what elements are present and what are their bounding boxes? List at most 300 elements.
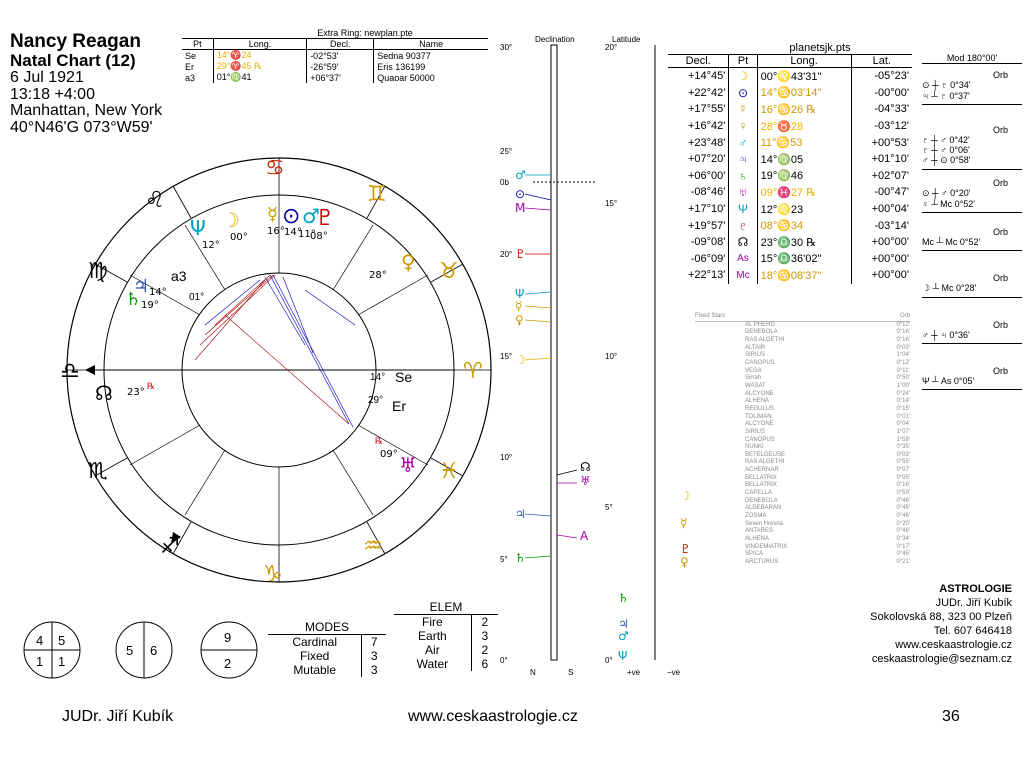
mode-label: Fixed xyxy=(299,649,330,663)
birth-date: 6 Jul 1921 xyxy=(10,68,84,86)
elem-value: 6 xyxy=(471,657,498,671)
fixed-stars-orbs xyxy=(896,322,910,567)
sign-icon: ♎ xyxy=(60,359,80,384)
cell-decl: +07°20' xyxy=(687,153,726,166)
fixed-star-name: BELLATRIX xyxy=(745,474,777,481)
orb-group xyxy=(922,273,1022,298)
planet-degree: 14° xyxy=(284,227,302,238)
uranus-icon: ♅ xyxy=(729,184,757,201)
fixed-star-name: RAS ALGETHI xyxy=(745,459,785,466)
planet-degree: 08° xyxy=(310,231,328,242)
uranus-icon: ♅ xyxy=(399,453,417,477)
extra-ring-panel xyxy=(182,28,488,83)
fixed-star-orb: 0°01' xyxy=(896,413,910,420)
aspect-line: ♂ ┼ ♃ 0°36' xyxy=(922,330,970,340)
fixed-star-orb: 0°45' xyxy=(896,505,910,512)
mercury-icon: ☿ xyxy=(680,516,688,530)
eris-degree: 29° xyxy=(368,395,384,406)
elem-value: 2 xyxy=(471,615,498,630)
fixed-stars-panel xyxy=(695,313,910,567)
neptune-icon: Ψ xyxy=(729,201,757,218)
elem-panel xyxy=(394,600,498,671)
aspect-lines-blue xyxy=(205,275,355,427)
fixed-star-orb: 0°03' xyxy=(896,451,910,458)
fixed-stars-names xyxy=(745,322,787,567)
orb-label: Orb xyxy=(992,227,1008,237)
table-row xyxy=(668,267,912,284)
fixed-stars-title: Fixed Stars xyxy=(695,313,726,319)
sign-icon: ♐ xyxy=(160,534,180,559)
orb-group xyxy=(922,227,1022,251)
fixed-star-orb: 0°46' xyxy=(896,528,910,535)
aspect-line: ♇ ┼ ♂ 0°06' xyxy=(922,145,970,155)
table-row xyxy=(668,151,912,168)
fixed-star-orb: 0°04' xyxy=(896,421,910,428)
cell-lat: +02°07' xyxy=(851,168,912,185)
fixed-star-orb: 1°58' xyxy=(896,436,910,443)
cell-long: 00°♌43'31" xyxy=(757,68,851,85)
cell-decl: -06°09' xyxy=(690,252,726,265)
table-row xyxy=(182,61,488,72)
elem-table xyxy=(394,614,498,671)
neptune-icon: Ψ xyxy=(618,649,628,663)
fixed-star-name: RAS ALGETHI xyxy=(745,336,785,343)
venus-icon: ♀ xyxy=(515,313,524,327)
modes-panel xyxy=(268,620,386,677)
venus-icon: ♀ xyxy=(401,250,416,274)
fixed-star-name: REGULUS xyxy=(745,405,775,412)
footer-site[interactable]: www.ceskaastrologie.cz xyxy=(408,708,578,725)
circle-value: 5 xyxy=(58,633,66,648)
cell-long: 14°♈24 xyxy=(213,50,306,62)
cell-long: 16°♋26 ℞ xyxy=(757,101,851,118)
elem-label: Fire xyxy=(422,615,443,629)
fixed-star-name: ALDEBARAN xyxy=(745,505,782,512)
sun-icon: ⊙ xyxy=(515,187,526,201)
fixed-star-orb: 0°24' xyxy=(896,390,910,397)
fixed-star-orb: 0°12' xyxy=(896,359,910,366)
extra-ring-title: Extra Ring: newplan.pte xyxy=(317,28,413,38)
cell-long: 28°♉28 xyxy=(757,118,851,135)
fixed-star-name: SIRIUS xyxy=(745,352,766,359)
sedna-label: Se xyxy=(395,369,413,385)
modes-title: MODES xyxy=(304,620,349,634)
moon-icon: ☽ xyxy=(222,208,240,232)
orb-group xyxy=(922,70,1022,105)
fixed-star-name: TOLIMAN xyxy=(745,413,772,420)
tick-label: 20° xyxy=(605,43,618,52)
table-row xyxy=(268,635,386,650)
table-row xyxy=(394,643,498,657)
elem-label: Earth xyxy=(418,629,447,643)
a3-label: a3 xyxy=(171,268,187,284)
cell-long: 29°♈45 ℞ xyxy=(213,61,306,72)
cell-long: 18°♋08'37" xyxy=(757,267,851,284)
fixed-star-name: NUNKI xyxy=(745,444,764,451)
cell-decl: -26°59' xyxy=(307,61,374,72)
elem-label: Water xyxy=(416,657,449,671)
fixed-star-name: VEGA xyxy=(745,367,762,374)
aspect-line: Mc ┴ Mc 0°52' xyxy=(922,237,981,247)
tick-label: 5° xyxy=(500,555,508,564)
fixed-star-orb: 0°16' xyxy=(896,329,910,336)
cell-long: 12°♌23 xyxy=(757,201,851,218)
mars-icon: ♂ xyxy=(515,168,526,182)
planet-glyphs xyxy=(95,204,417,477)
tick-label: 5° xyxy=(605,503,613,512)
declination-scale xyxy=(551,45,557,660)
fixed-star-orb: 0°46' xyxy=(896,513,910,520)
declination-latitude-strips xyxy=(495,30,691,680)
sun-icon: ⊙ xyxy=(729,85,757,102)
fixed-stars-header xyxy=(695,313,910,322)
cell-decl: +14°45' xyxy=(687,70,726,83)
fixed-star-name: ALCYONE xyxy=(745,390,774,397)
person-name: Nancy Reagan xyxy=(10,31,141,52)
cell-lat: +00°00' xyxy=(851,251,912,268)
orb-label: Orb xyxy=(992,70,1008,80)
fixed-star-orb: 0°34' xyxy=(896,536,910,543)
pluto-icon: ♇ xyxy=(729,217,757,234)
saturn-icon: ♄ xyxy=(125,289,142,310)
cell-lat: -05°23' xyxy=(851,68,912,85)
fixed-star-name: BETELGEUSE xyxy=(745,451,786,458)
aspect-lines-red xyxy=(195,275,349,424)
fixed-star-orb: 0°17' xyxy=(896,543,910,550)
planet-degree: 23° xyxy=(127,387,145,398)
cell-pt: a3 xyxy=(185,72,196,83)
pluto-icon: ♇ xyxy=(315,206,335,231)
mars-icon: ♂ xyxy=(729,134,757,151)
aspect-line: ♂ ┼ ⊙ 0°58' xyxy=(922,155,971,165)
sign-icon: ♋ xyxy=(265,156,285,181)
fixed-star-orb: 0°20' xyxy=(896,520,910,527)
fixed-star-name: ALCYONE xyxy=(745,421,774,428)
mars-icon: ♂ xyxy=(618,629,629,643)
cell-decl: +17°10' xyxy=(687,203,726,216)
north-label: N xyxy=(530,668,536,677)
birth-coords: 40°N46'G 073°W59' xyxy=(10,119,153,137)
contact-name: JUDr. Jiří Kubík xyxy=(935,597,1012,609)
positive-label: +ve xyxy=(627,668,641,677)
fixed-star-name: DENEBOLA xyxy=(745,497,778,504)
mod-panel xyxy=(922,53,1022,390)
circle-value: 1 xyxy=(36,654,44,669)
cell-lat: -03°12' xyxy=(851,118,912,135)
contact-website: www.ceskaastrologie.cz xyxy=(895,639,1012,651)
circle-value: 4 xyxy=(36,633,44,648)
modes-table xyxy=(268,634,386,677)
cell-name: Sedna 90377 xyxy=(374,50,488,62)
elem-value: 3 xyxy=(471,629,498,643)
sun-icon: ⊙ xyxy=(282,204,301,229)
planets-title: planetsjk.pts xyxy=(789,42,851,54)
table-row xyxy=(182,50,488,62)
table-row xyxy=(668,184,912,201)
fixed-star-orb: 0°03' xyxy=(896,344,910,351)
saturn-icon: ♄ xyxy=(729,168,757,185)
cell-long: 15°♎36'02" xyxy=(757,251,851,268)
sign-icon: ♌ xyxy=(145,188,165,213)
circle-value: 6 xyxy=(150,643,158,658)
moon-icon: ☽ xyxy=(680,489,691,503)
fixed-star-orb: 0°45' xyxy=(896,551,910,558)
orb-group xyxy=(922,178,1022,213)
tick-label: 20° xyxy=(500,250,513,259)
cell-long: 14°♋03'14" xyxy=(757,85,851,102)
contact-email: ceskaastrologie@seznam.cz xyxy=(871,653,1012,665)
planet-degree: 11° xyxy=(298,229,316,240)
tick-label: 15° xyxy=(605,199,618,208)
planet-degree: 19° xyxy=(141,300,159,311)
cell-long: 23°♎30 ℞ xyxy=(757,234,851,251)
mode-label: Mutable xyxy=(293,663,337,677)
planet-degree: 09° xyxy=(380,449,398,460)
aspect-line: ⊙ ┼ ♂ 0°20' xyxy=(922,188,971,198)
jupiter-icon: ♃ xyxy=(618,617,629,631)
aspect-line: ☽ ┴ Mc 0°28' xyxy=(922,283,977,293)
fixed-star-orb: 0°46' xyxy=(896,497,910,504)
mode-value: 3 xyxy=(362,649,386,663)
cell-decl: +17°55' xyxy=(687,103,726,116)
mars-icon: ♂ xyxy=(302,204,320,228)
mode-value: 3 xyxy=(362,663,386,677)
table-row xyxy=(668,201,912,218)
cell-pt: Er xyxy=(185,61,194,72)
elem-label: Air xyxy=(425,643,440,657)
table-row xyxy=(268,663,386,677)
extra-ring-labels xyxy=(171,268,412,414)
fixed-star-orb: 0°12' xyxy=(896,321,910,328)
col-decl: Decl. xyxy=(668,55,729,68)
planet-degree: 16° xyxy=(267,226,285,237)
cell-long: 14°♍05 xyxy=(757,151,851,168)
fixed-star-name: SPICA xyxy=(745,551,764,558)
mercury-icon: ☿ xyxy=(267,204,279,225)
cell-lat: +00°00' xyxy=(851,267,912,284)
fixed-star-orb: 1°04' xyxy=(896,352,910,359)
cell-lat: +01°10' xyxy=(851,151,912,168)
lat-markers xyxy=(618,489,691,663)
declination-title: Declination xyxy=(535,35,575,44)
fixed-star-name: AL PHERG xyxy=(745,321,776,328)
table-row xyxy=(668,234,912,251)
fixed-star-name: BELLATRIX xyxy=(745,482,777,489)
orb-label: Orb xyxy=(992,178,1008,188)
table-row xyxy=(668,168,912,185)
moon-icon: ☽ xyxy=(729,68,757,85)
sign-icon: ♈ xyxy=(463,359,483,384)
pluto-icon: ♇ xyxy=(680,542,691,556)
orb-label: Orb xyxy=(992,125,1008,135)
contact-block xyxy=(820,582,1012,666)
cell-decl: +06°00' xyxy=(687,169,726,182)
cell-decl: +06°37' xyxy=(307,72,374,83)
fixed-star-name: ANTARES xyxy=(745,528,773,535)
cell-decl: +23°48' xyxy=(687,136,726,149)
table-row xyxy=(668,251,912,268)
sign-icon: ♉ xyxy=(439,259,459,284)
ascendant-icon: A xyxy=(580,529,589,543)
planet-degree: 00° xyxy=(230,232,248,243)
orb-label: Orb xyxy=(992,366,1008,376)
orb-group xyxy=(922,366,1022,390)
col-lat: Lat. xyxy=(851,55,912,68)
fixed-star-name: VINDEMIATRIX xyxy=(745,543,788,550)
tick-label: 0° xyxy=(500,656,508,665)
birth-time: 13:18 +4:00 xyxy=(10,85,95,103)
fixed-star-name: CANOPUS xyxy=(745,436,775,443)
tick-label: 0b xyxy=(500,178,509,187)
retro-icon: ℞ xyxy=(147,382,156,392)
moon-icon: ☽ xyxy=(515,353,526,367)
venus-icon: ♀ xyxy=(729,118,757,135)
orb-label: Orb xyxy=(992,273,1008,283)
footer-author: JUDr. Jiří Kubík xyxy=(62,708,174,725)
fixed-star-orb: 0°35' xyxy=(896,444,910,451)
south-label: S xyxy=(568,668,574,677)
tick-label: 30° xyxy=(500,43,513,52)
table-row xyxy=(394,657,498,671)
uranus-icon: ♅ xyxy=(580,474,591,488)
col-pt: Pt xyxy=(182,39,213,50)
retro-icon: ℞ xyxy=(375,437,384,447)
fixed-star-orb: 0°55' xyxy=(896,459,910,466)
fixed-star-orb: 0°07' xyxy=(896,467,910,474)
fixed-star-orb: 0°16' xyxy=(896,482,910,489)
sign-icon: ♓ xyxy=(439,459,459,484)
orb-group xyxy=(922,320,1022,344)
cell-lat: -00°00' xyxy=(851,85,912,102)
aspect-line: ♀ ┴ Mc 0°52' xyxy=(922,199,975,209)
cell-decl: -09°08' xyxy=(690,236,726,249)
neptune-icon: Ψ xyxy=(190,216,206,240)
elem-value: 2 xyxy=(471,643,498,657)
contact-phone: Tel. 607 646418 xyxy=(933,625,1012,637)
fixed-star-orb: 0°14' xyxy=(896,398,910,405)
planets-table xyxy=(668,54,912,284)
col-long: Long. xyxy=(213,39,306,50)
col-decl: Decl. xyxy=(307,39,374,50)
cell-decl: -02°53' xyxy=(307,50,374,62)
birth-place: Manhattan, New York xyxy=(10,102,163,120)
fixed-star-name: DENEBOLA xyxy=(745,329,778,336)
cell-lat: +00°04' xyxy=(851,201,912,218)
footer-page-number: 36 xyxy=(942,708,960,725)
tick-label: 25° xyxy=(500,147,513,156)
node-icon: ☊ xyxy=(580,460,591,474)
sign-icon: ♏ xyxy=(88,459,108,484)
fixed-star-orb: 1°00' xyxy=(896,382,910,389)
table-row xyxy=(668,101,912,118)
fixed-star-orb: 1°07' xyxy=(896,428,910,435)
house-circles xyxy=(22,620,267,682)
cell-decl: -08°46' xyxy=(690,186,726,199)
north-node-icon: ☊ xyxy=(95,381,113,405)
fixed-star-name: CANOPUS xyxy=(745,359,775,366)
fixed-star-name: ZOSMA xyxy=(745,513,767,520)
fixed-star-orb: 0°15' xyxy=(896,405,910,412)
decl-ticks xyxy=(500,43,573,677)
eris-label: Er xyxy=(392,398,406,414)
natal-chart-wheel xyxy=(55,135,495,610)
fixed-star-name: ACHERNAR xyxy=(745,467,779,474)
fixed-star-orb: 0°05' xyxy=(896,474,910,481)
fixed-star-orb: 0°21' xyxy=(896,559,910,565)
cell-long: 11°♋53 xyxy=(757,134,851,151)
cell-lat: +00°00' xyxy=(851,234,912,251)
sign-icon: ♍ xyxy=(88,259,108,284)
cell-long: 01°♍41 xyxy=(213,72,306,83)
latitude-title: Latitude xyxy=(612,35,641,44)
table-row xyxy=(668,134,912,151)
contact-title: ASTROLOGIE xyxy=(939,583,1012,595)
fixed-star-name: ALHENA xyxy=(745,398,770,405)
aspect-line: Ψ ┴ As 0°05' xyxy=(922,376,975,386)
midheaven-icon: M xyxy=(515,201,526,215)
tick-label: 10° xyxy=(500,453,513,462)
sedna-degree: 14° xyxy=(370,372,386,383)
circle-value: 1 xyxy=(58,654,66,669)
pluto-icon: ♇ xyxy=(515,247,526,261)
cell-decl: +16°42' xyxy=(687,120,726,133)
planet-degree: 12° xyxy=(202,240,220,251)
table-row xyxy=(668,217,912,234)
col-long: Long. xyxy=(757,55,851,68)
fixed-star-orb: 0°50' xyxy=(896,375,910,382)
fixed-star-name: WASAT xyxy=(745,382,766,389)
cell-decl: +19°57' xyxy=(687,219,726,232)
chart-header xyxy=(10,32,162,137)
tick-label: 15° xyxy=(500,352,513,361)
fixed-star-orb: 0°11' xyxy=(896,367,910,374)
table-row xyxy=(668,68,912,85)
cell-name: Quaoar 50000 xyxy=(374,72,488,83)
mercury-icon: ☿ xyxy=(515,299,523,313)
cell-pt: Se xyxy=(185,50,197,61)
fixed-star-name: CAPELLA xyxy=(745,490,773,497)
mode-value: 7 xyxy=(362,635,386,650)
fixed-stars-orb: Orb xyxy=(899,313,910,319)
planets-panel xyxy=(668,42,912,284)
elem-title: ELEM xyxy=(429,600,463,614)
extra-ring-table xyxy=(182,38,488,83)
table-row xyxy=(394,629,498,643)
table-row xyxy=(668,118,912,135)
mode-label: Cardinal xyxy=(292,635,338,649)
venus-icon: ♀ xyxy=(680,555,689,569)
col-pt: Pt xyxy=(729,55,757,68)
ascendant-icon: As xyxy=(729,251,757,268)
circle-value: 2 xyxy=(224,656,232,671)
fixed-star-name: Seven Hresna xyxy=(745,520,784,527)
midheaven-icon: Mc xyxy=(729,267,757,284)
aspect-line: ♃ ┴ ♇ 0°37' xyxy=(922,91,970,101)
cell-name: Eris 136199 xyxy=(374,61,488,72)
sign-icon: ♑ xyxy=(263,562,283,587)
fixed-star-orb: 0°59' xyxy=(896,490,910,497)
north-node-icon: ☊ xyxy=(729,234,757,251)
table-row xyxy=(394,615,498,630)
circle-value: 9 xyxy=(224,630,232,645)
cell-decl: +22°13' xyxy=(687,269,726,282)
cell-decl: +22°42' xyxy=(687,86,726,99)
orb-label: Orb xyxy=(992,320,1008,330)
table-row xyxy=(268,649,386,663)
saturn-icon: ♄ xyxy=(515,551,526,565)
fixed-star-name: ARCTURUS xyxy=(745,559,779,565)
cell-long: 08°♋34 xyxy=(757,217,851,234)
